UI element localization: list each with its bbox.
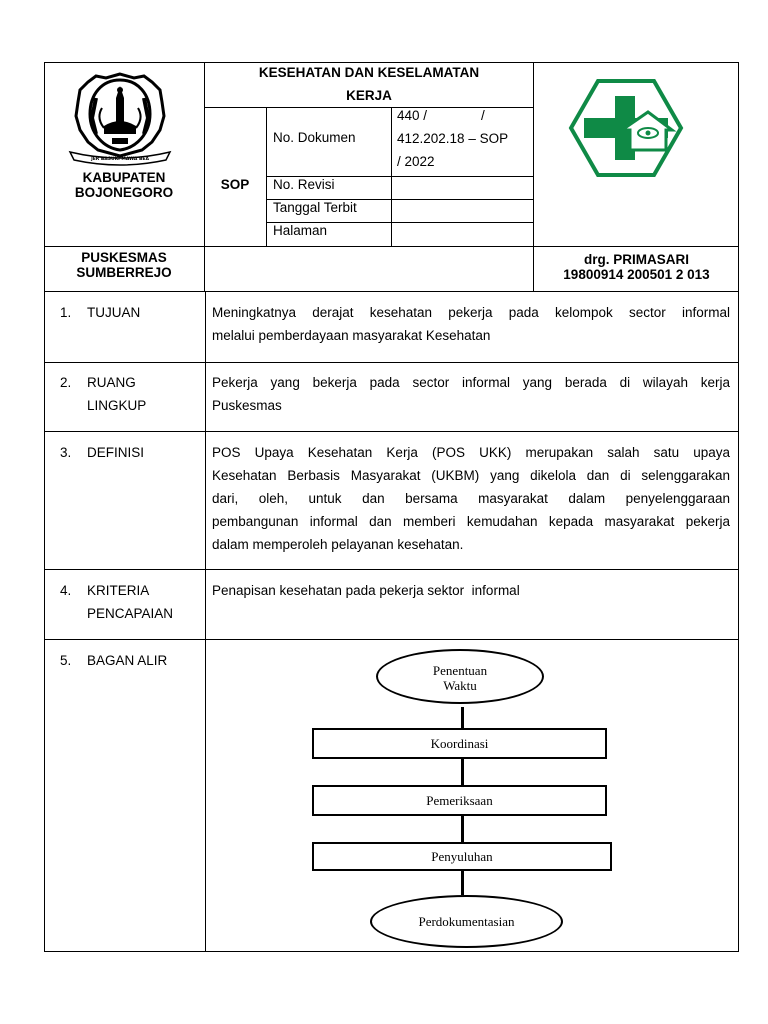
field-label-tanggal-terbit: Tanggal Terbit bbox=[273, 200, 357, 215]
field-label-no-dokumen: No. Dokumen bbox=[273, 130, 356, 145]
section-label-kriteria-pencapaian: KRITERIA PENCAPAIAN bbox=[87, 583, 174, 621]
flow-end-ellipse: Perdokumentasian bbox=[370, 895, 563, 948]
field-value-no-dokumen-part3: 412.202.18 – SOP bbox=[397, 131, 509, 146]
flow-connector bbox=[461, 759, 464, 785]
svg-text:JER BASUKI MAWA BEA: JER BASUKI MAWA BEA bbox=[91, 157, 149, 162]
section-content-tujuan: Meningkatnya derajat kesehatan pekerja pada kelompok sector informal melalui pemberdayaan masyarakat Kesehatan bbox=[212, 305, 730, 343]
puskesmas-name: PUSKESMAS SUMBERREJO bbox=[76, 250, 172, 280]
sop-label: SOP bbox=[220, 177, 250, 192]
field-label-halaman: Halaman bbox=[273, 223, 328, 238]
section-label-bagan-alir: BAGAN ALIR bbox=[87, 653, 168, 668]
flow-step-koordinasi: Koordinasi bbox=[312, 728, 607, 759]
puskesmas-logo bbox=[568, 78, 684, 178]
section-number: 5. bbox=[60, 653, 72, 668]
field-value-no-dokumen-part1: 440 / bbox=[397, 108, 428, 123]
section-number: 2. bbox=[60, 375, 72, 390]
section-number: 1. bbox=[60, 305, 72, 320]
field-value-no-dokumen-part4: / 2022 bbox=[397, 154, 435, 169]
section-content-ruang-lingkup: Pekerja yang bekerja pada sector informal yang berada di wilayah kerja Puskesmas bbox=[212, 375, 730, 413]
field-value-no-dokumen-part2: / bbox=[481, 108, 485, 123]
signatory-nip: 19800914 200501 2 013 bbox=[563, 267, 710, 282]
document-title: KESEHATAN DAN KESELAMATAN KERJA bbox=[258, 65, 480, 103]
section-number: 4. bbox=[60, 583, 72, 598]
flow-step-pemeriksaan: Pemeriksaan bbox=[312, 785, 607, 816]
flow-connector bbox=[461, 871, 464, 895]
field-label-no-revisi: No. Revisi bbox=[273, 177, 335, 192]
flow-connector bbox=[461, 707, 464, 728]
regency-name: KABUPATEN BOJONEGORO bbox=[74, 170, 174, 200]
section-number: 3. bbox=[60, 445, 72, 460]
signatory bbox=[534, 252, 739, 282]
flow-step-penyuluhan: Penyuluhan bbox=[312, 842, 612, 871]
signatory-name: drg. PRIMASARI bbox=[583, 252, 689, 267]
flow-start-ellipse: Penentuan Waktu bbox=[376, 649, 544, 704]
section-label-definisi: DEFINISI bbox=[87, 445, 145, 460]
section-content-kriteria-pencapaian: Penapisan kesehatan pada pekerja sektor informal bbox=[212, 583, 520, 598]
section-label-tujuan: TUJUAN bbox=[87, 305, 141, 320]
regency-crest-logo bbox=[66, 68, 174, 168]
section-content-definisi: POS Upaya Kesehatan Kerja (POS UKK) merupakan salah satu upaya Kesehatan Berbasis Masyarakat (UKBM) yang dikelola dan di selenggarakan dari, oleh, untuk dan bersama masyarakat dalam penyelenggaraan pembangunan informal dan memberi kemudahan kepada masyarakat pekerja dalam memperoleh pelayanan kesehatan. bbox=[212, 445, 730, 552]
section-label-ruang-lingkup: RUANG LINGKUP bbox=[87, 375, 147, 413]
flow-connector bbox=[461, 816, 464, 842]
